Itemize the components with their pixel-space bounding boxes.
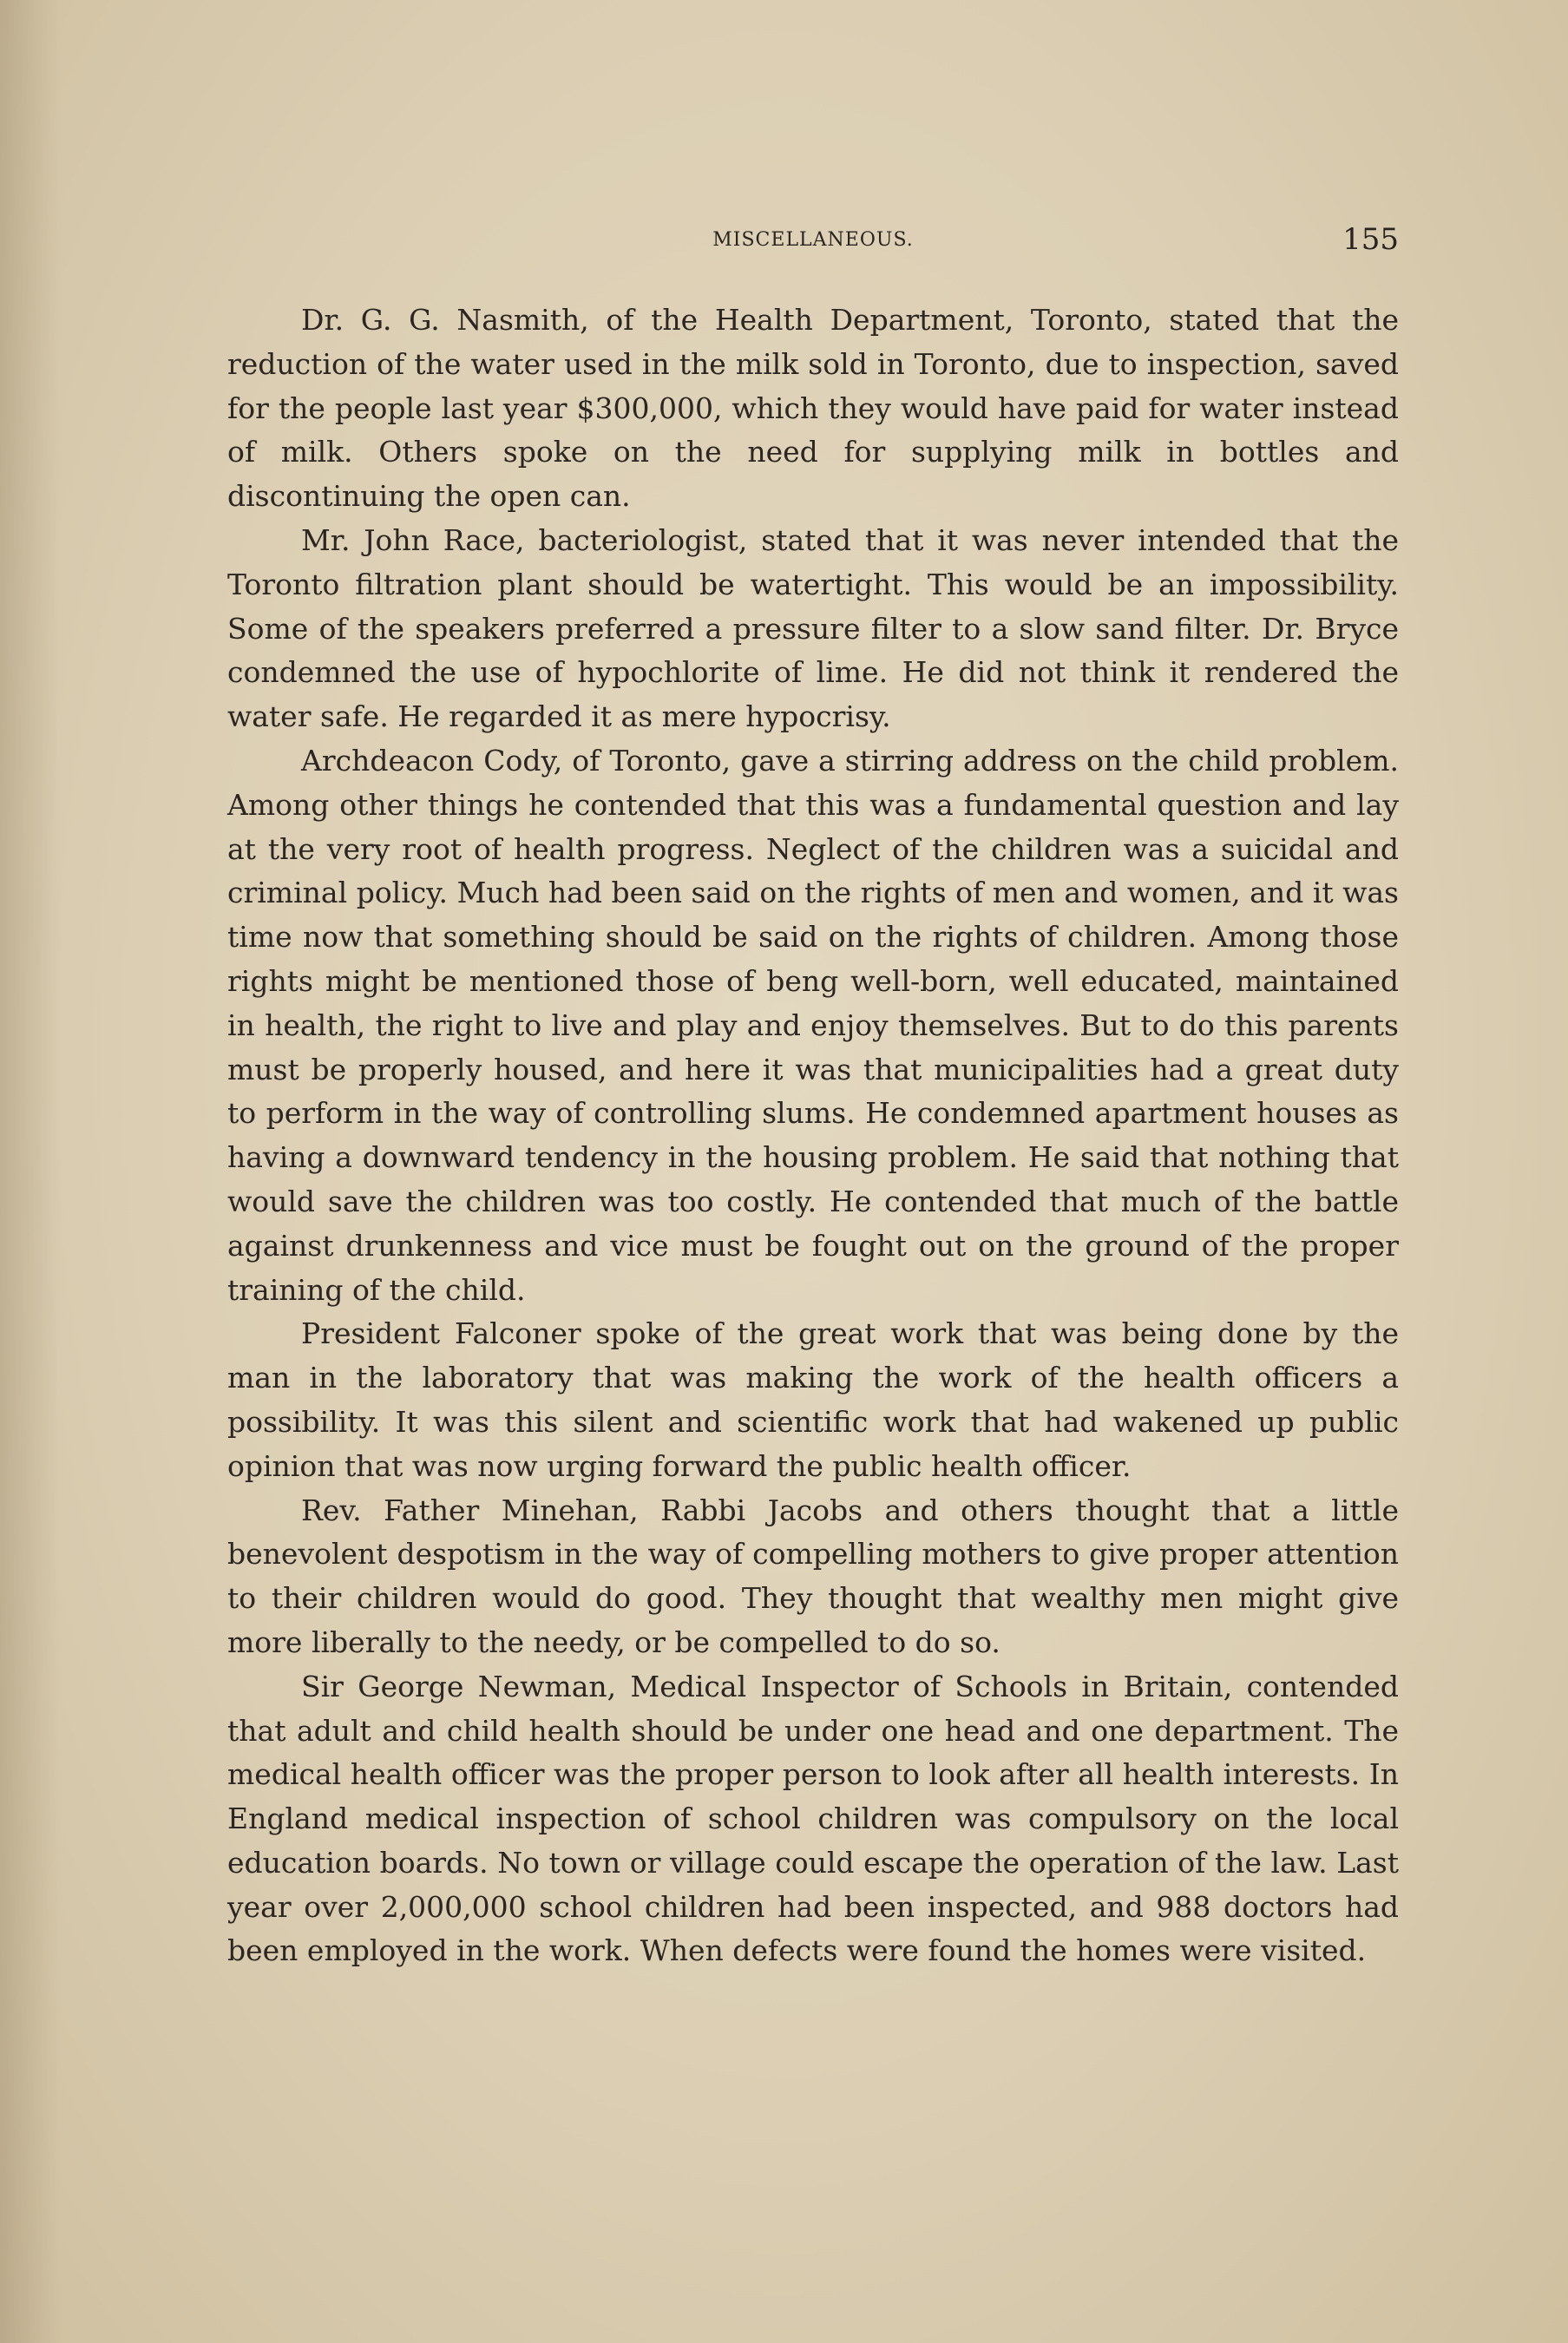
page-number: 155 <box>1342 222 1399 257</box>
binding-shadow <box>0 0 61 2343</box>
paragraph-cody: Archdeacon Cody, of Toronto, gave a stirring address on the child problem. Among other things he contended that this was a fundamental question and lay at the very root of health progress. Neglect of the children was a suicidal and criminal policy. Much had been said on the rights of men and women, and it was time now that something should be said on the rights of children. Among those rights might be mentioned those of beng well-born, well educated, maintained in health, the right to live and play and enjoy themselves. But to do this parents must be properly housed, and here it was that municipalities had a great duty to perform in the way of controlling slums. He condemned apartment houses as having a downward tendency in the housing problem. He said that nothing that would save the children was too costly. He contended that much of the battle against drunkenness and vice must be fought out on the ground of the proper training of the child. <box>227 743 1399 1307</box>
paragraph-race: Mr. John Race, bacteriologist, stated that it was never intended that the Toronto filtration plant should be watertight. This would be an impossibility. Some of the speakers preferred a pressure filter to a slow sand filter. Dr. Bryce condemned the use of hypochlorite of lime. He did not think it rendered the water safe. He regarded it as mere hypocrisy. <box>227 522 1399 734</box>
paragraph-minehan: Rev. Father Minehan, Rabbi Jacobs and others thought that a little benevolent despotism in the way of compelling mothers to give proper attention to their children would do good. They thought that wealthy men might give more liberally to the needy, or be compelled to do so. <box>227 1493 1399 1659</box>
body-text <box>227 299 1399 1973</box>
paragraph-nasmith: Dr. G. G. Nasmith, of the Health Department, Toronto, stated that the reduction of the water used in the milk sold in Toronto, due to inspection, saved for the people last year $300,000, which they would have paid for water instead of milk. Others spoke on the need for supplying milk in bottles and discontinuing the open can. <box>227 303 1399 514</box>
paragraph-newman: Sir George Newman, Medical Inspector of Schools in Britain, contended that adult and child health should be under one head and one department. The medical health officer was the proper person to look after all health interests. In England medical inspection of school children was compulsory on the local education boards. No town or village could escape the operation of the law. Last year over 2,000,000 school children had been inspected, and 988 doctors had been employed in the work. When defects were found the homes were visited. <box>227 1669 1399 1968</box>
running-head: MISCELLANEOUS. <box>712 229 914 251</box>
paragraph-falconer: President Falconer spoke of the great work that was being done by the man in the laboratory that was making the work of the health officers a possibility. It was this silent and scientific work that had wakened up public opinion that was now urging forward the public health officer. <box>227 1316 1399 1483</box>
page-header <box>227 222 1399 266</box>
